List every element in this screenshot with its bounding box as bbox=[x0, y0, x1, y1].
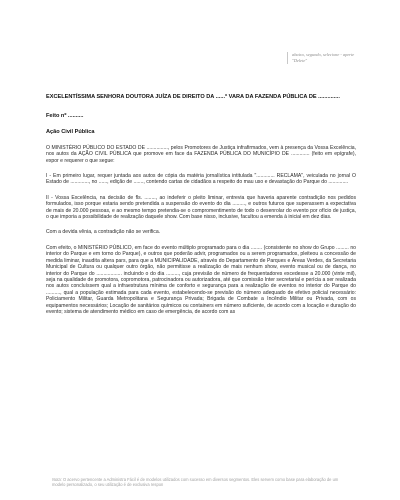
footer-note-text: O acervo pertencente a Administra Fácil é de modelos utilizados com sucesso em diversos segmentos. Eles servem como base para elaboração de um modelo personalizado, o seu utilização é de exclusiva respon bbox=[52, 477, 339, 488]
delete-hint-note bbox=[287, 52, 360, 64]
footer-note bbox=[52, 477, 352, 487]
court-address-heading: EXCELENTÍSSIMA SENHORA DOUTORA JUÍZA DE DIREITO DA ......ª VARA DA FAZENDA PÚBLICA DE .............. bbox=[46, 94, 340, 100]
paragraph-no-contradiction: Com a devida vênia, a contradição não se verifica. bbox=[46, 229, 161, 236]
document-body bbox=[46, 94, 356, 315]
footer-note-label: Nota: bbox=[52, 477, 62, 482]
paragraph-item-two: II - Vossa Excelência, na decisão de fls. ........, ao indeferir o pleito liminar, entrevia que haveria aparente contradição nos pedidos formulados, isso porque estaria sendo pretendida a suspensão do evento do dia ........., e outros futuros que superassem a expectativa de mais de 20.000 pessoas, e ao mesmo tempo pretendia-se o compromentimento de todo o desenrolar do evento por ofício de justiça, o que imporia a possibilidade de realização daquele show. Com base nisso, inclusive, facultou a emenda à inicial em dez dias. bbox=[46, 194, 356, 221]
paragraph-intro: O MINISTÉRIO PÚBLICO DO ESTADO DE ..............., pelos Promotores de Justiça infrafirmados, vem à presença da Vossa Excelência, nos autos da AÇÃO CIVIL PÚBLICA que promove em face da FAZENDA PÚBLICA DO MUNICÍPIO DE ............. (feito em epígrafe), expor e requerer o que segue: bbox=[46, 144, 356, 164]
paragraph-item-one: I - Em primeiro lugar, requer juntada aos autos de cópia da matéria jornalística intitulada "............. RECLAMA", veiculada no jornal O Estado de ............., no ......, edição de ......., contendo cartas de cidadãos a respeito do mau uso e devastação do Parque do .............. bbox=[46, 173, 356, 186]
case-number-line: Feito nº .......... bbox=[46, 113, 84, 119]
action-title: Ação Civil Pública bbox=[46, 129, 95, 136]
delete-hint-text: abaixo, segundo, selecione - aperte "Delete" bbox=[292, 52, 355, 63]
paragraph-request-details: Com efeito, o MINISTÉRIO PÚBLICO, em face do evento múltiplo programado para o dia ........ (consistente no show do Grupo ......... no interior do Parque e em torno do Parque), e outros que poderão advir, programados ou a serem programados, pleiteou a concessão de medida liminar, inaudita altera pars, para que a MUNICIPALIDADE, através do Departamento de Parques e Áreas Verdes, da Secretaria Municipal de Cultura ou qualquer outro órgão, não permitisse a realização de mais nenhum show, evento musical ou de dança, no interior do Parque do .................. incluindo o do dia ........., cuja previsão de número de frequentadores excedesse a 20.000 (vinte mil), seja na qualidade de promotora, copromotora, patrocinadora ou autorizadora, até que comissão Inter secretarial e perícia a ser realizada nos autos concluíssem qual a infraestrutura mínima de conforto e segurança para a realização de eventos no interior do Parque do .........., qual a população estimada para cada evento, estabelecendo-se previsão do número adequado de efetivo policial necessário: Policiamento Militar, Guarda Metropolitana e Segurança Privada; Brigada de Combate a Incêndio Militar ou Privada, com os equipamentos necessários; Locação de sanitários químicos ou containers em número suficiente, de acordo com a locação e duração do evento; sistema de atendimento médico em caso de emergência, de acordo com as bbox=[46, 244, 356, 315]
